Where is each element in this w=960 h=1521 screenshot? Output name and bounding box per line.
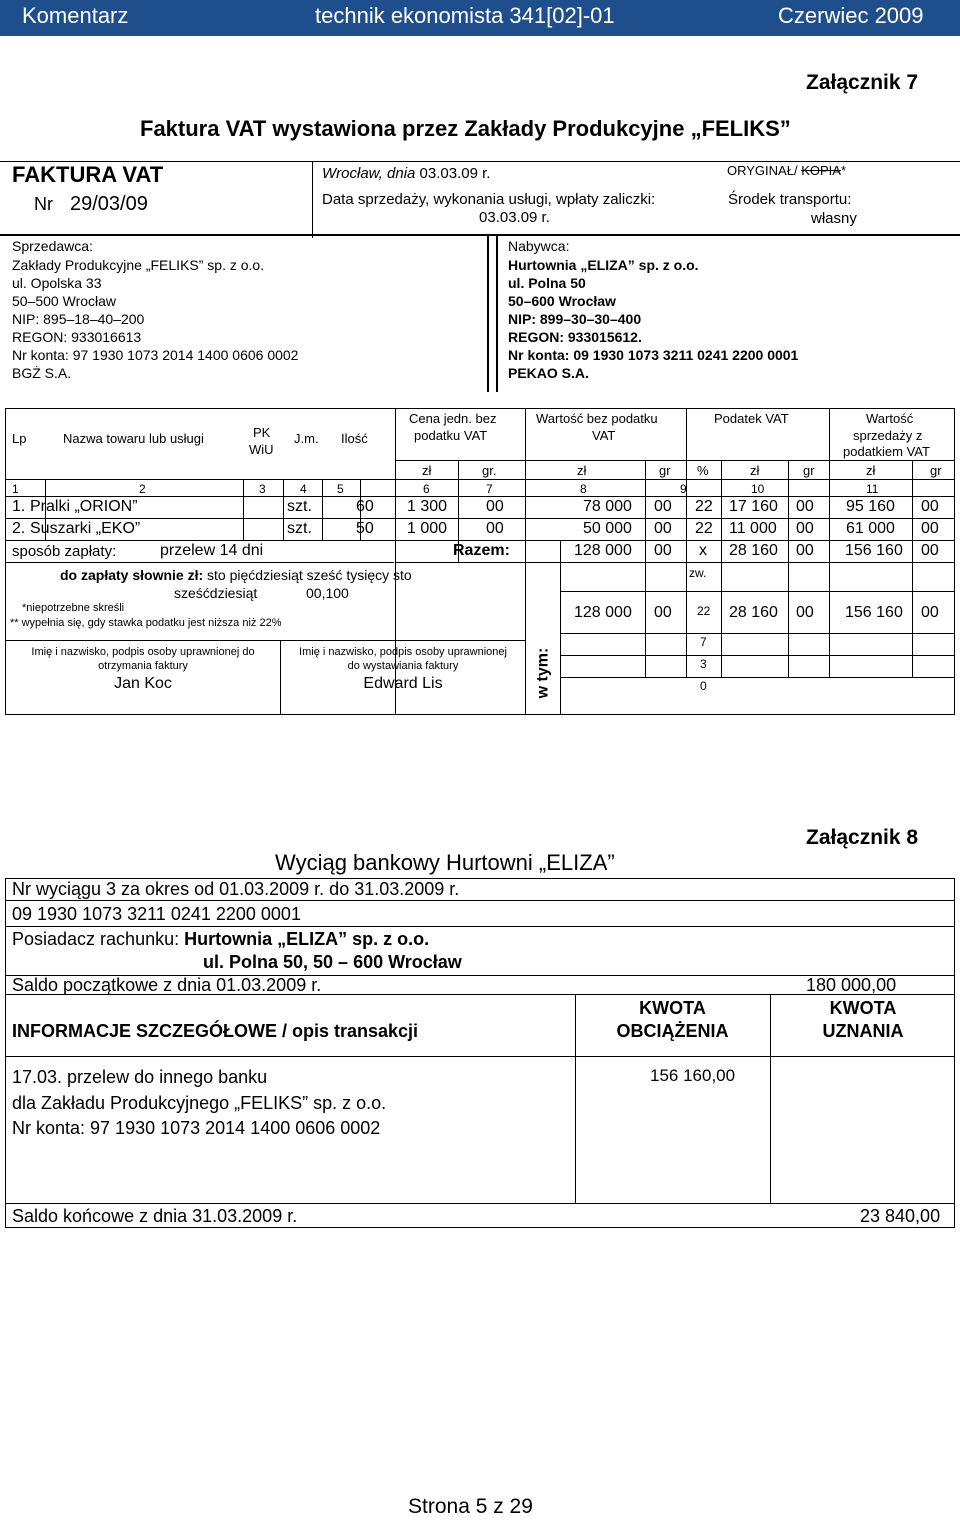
col-price-2: podatku VAT [414, 428, 488, 443]
col-price: Cena jedn. bez [409, 411, 497, 426]
row-net-gr: 00 [654, 520, 672, 537]
col-net-2: VAT [592, 428, 616, 443]
transaction-debit: 156 160,00 [650, 1066, 736, 1085]
row-name: Suszarki „EKO” [30, 520, 141, 537]
row-price-gr: 00 [486, 498, 504, 515]
row-lp: 2. [12, 520, 26, 537]
buyer-line: Nr konta: 09 1930 1073 3211 0241 2200 0001 [508, 347, 799, 363]
sub-gr: gr. [482, 463, 497, 478]
seller-line: REGON: 933016613 [12, 329, 142, 345]
owner-label: Posiadacz rachunku: [12, 929, 180, 949]
footnote-2: ** wypełnia się, gdy stawka podatku jest niższa niż 22% [10, 617, 282, 629]
debit-header-2: OBCIĄŻENIA [616, 1021, 729, 1041]
row-gross-zl: 95 160 [846, 498, 895, 515]
transport-label: Środek transportu: [728, 191, 852, 208]
col-net: Wartość bez podatku [536, 411, 658, 426]
total-gross-zl: 156 160 [845, 542, 903, 559]
sub-gr: gr [803, 463, 815, 478]
row-gross-zl: 61 000 [846, 520, 895, 537]
col-number: 2 [139, 482, 146, 496]
invoice-title: FAKTURA VAT [12, 162, 164, 187]
header-left: Komentarz [22, 3, 129, 28]
seller-line: BGŻ S.A. [12, 365, 72, 381]
total-tax-gr: 00 [796, 542, 814, 559]
transaction-line: dla Zakładu Produkcyjnego „FELIKS” sp. z o.o. [12, 1093, 387, 1113]
rate-7: 7 [700, 635, 707, 649]
col-number: 6 [423, 482, 430, 496]
payment-label: sposób zapłaty: [12, 543, 117, 560]
footnote-1: *niepotrzebne skreśli [22, 602, 125, 614]
col-name: Nazwa towaru lub usługi [63, 431, 204, 446]
row-price-zl: 1 300 [407, 498, 448, 515]
amount-words-gr: 00,100 [306, 585, 349, 601]
credit-header-2: UZNANIA [822, 1021, 904, 1041]
breakdown-gross-zl: 156 160 [845, 604, 903, 621]
col-gross-2: sprzedaży z [853, 428, 923, 443]
col-number: 8 [580, 482, 587, 496]
row-price-gr: 00 [486, 520, 504, 537]
in-which-label: w tym: [534, 647, 552, 699]
buyer-label: Nabywca: [508, 238, 570, 254]
row-gross-gr: 00 [921, 520, 939, 537]
col-lp: Lp [12, 431, 27, 446]
receiver-name: Jan Koc [114, 675, 172, 692]
seller-line: Zakłady Produkcyjne „FELIKS” sp. z o.o. [12, 257, 265, 273]
credit-header: KWOTA [829, 998, 897, 1018]
col-gross-3: podatkiem VAT [843, 444, 930, 459]
closing-balance: 23 840,00 [860, 1206, 941, 1226]
buyer-line: 50–600 Wrocław [508, 293, 616, 309]
invoice-section-title: Faktura VAT wystawiona przez Zakłady Produkcyjne „FELIKS” [140, 116, 791, 141]
col-number: 11 [866, 482, 879, 496]
rate-0: 0 [700, 679, 707, 693]
row-jm: szt. [287, 498, 312, 515]
details-header: INFORMACJE SZCZEGÓŁOWE / opis transakcji [12, 1021, 419, 1041]
sub-gr: gr [930, 463, 942, 478]
statement-account: 09 1930 1073 3211 0241 2200 0001 [12, 904, 301, 924]
seller-line: Nr konta: 97 1930 1073 2014 1400 0606 0002 [12, 347, 299, 363]
total-rate: x [699, 542, 707, 559]
row-net-gr: 00 [654, 498, 672, 515]
invoice-nr-label: Nr [34, 194, 53, 214]
place-date-label: Wrocław, dnia [322, 165, 416, 182]
sub-pct: % [697, 463, 709, 478]
page-number: Strona 5 z 29 [408, 1495, 533, 1518]
col-number: 9 [680, 482, 687, 496]
debit-header: KWOTA [639, 998, 706, 1018]
col-number: 7 [486, 482, 493, 496]
attachment-8-label: Załącznik 8 [806, 826, 919, 849]
seller-line: NIP: 895–18–40–200 [12, 311, 145, 327]
row-tax-zl: 11 000 [729, 520, 777, 537]
sub-zl: zł [866, 463, 876, 478]
owner-name: Hurtownia „ELIZA” sp. z o.o. [184, 929, 430, 949]
rate-22: 22 [697, 604, 711, 618]
row-tax-gr: 00 [796, 520, 814, 537]
rate-exempt: zw. [689, 566, 707, 580]
receiver-label: Imię i nazwisko, podpis osoby uprawnionej do [31, 646, 255, 658]
seller-line: 50–500 Wrocław [12, 293, 117, 309]
col-number: 4 [300, 482, 307, 496]
buyer-line: Hurtownia „ELIZA” sp. z o.o. [508, 257, 699, 273]
row-qty: 50 [356, 520, 374, 537]
col-number: 10 [751, 482, 765, 496]
payment-method: przelew 14 dni [160, 542, 264, 559]
row-rate: 22 [695, 498, 713, 515]
row-net-zl: 50 000 [583, 520, 632, 537]
sale-date: 03.03.09 r. [479, 209, 550, 226]
row-net-zl: 78 000 [583, 498, 632, 515]
row-price-zl: 1 000 [407, 520, 448, 537]
original-label: ORYGINAŁ/ [727, 163, 798, 178]
row-jm: szt. [287, 520, 312, 537]
sub-gr: gr [659, 463, 671, 478]
transaction-line: Nr konta: 97 1930 1073 2014 1400 0606 0002 [12, 1118, 381, 1138]
buyer-line: PEKAO S.A. [508, 365, 589, 381]
total-net-zl: 128 000 [574, 542, 632, 559]
sale-date-label: Data sprzedaży, wykonania usługi, wpłaty zaliczki: [322, 191, 656, 208]
statement-number: Nr wyciągu 3 za okres od 01.03.2009 r. do 31.03.2009 r. [12, 879, 460, 899]
bank-statement-title: Wyciąg bankowy Hurtowni „ELIZA” [275, 850, 615, 875]
issuer-label: Imię i nazwisko, podpis osoby uprawnionej [299, 646, 507, 658]
col-number: 1 [12, 482, 19, 496]
transport-value: własny [811, 210, 857, 227]
rate-3: 3 [700, 657, 707, 671]
seller-line: ul. Opolska 33 [12, 275, 102, 291]
buyer-line: NIP: 899–30–30–400 [508, 311, 642, 327]
breakdown-gross-gr: 00 [921, 604, 939, 621]
row-rate: 22 [695, 520, 713, 537]
row-tax-zl: 17 160 [729, 498, 778, 515]
total-label: Razem: [453, 542, 510, 559]
row-tax-gr: 00 [796, 498, 814, 515]
opening-balance: 180 000,00 [806, 975, 897, 995]
opening-balance-label: Saldo początkowe z dnia 01.03.2009 r. [12, 975, 322, 995]
issuer-name: Edward Lis [363, 675, 443, 692]
amount-words-2: sześćdziesiąt [174, 585, 258, 601]
row-name: Pralki „ORION” [30, 498, 138, 515]
amount-words-label: do zapłaty słownie zł: [60, 567, 204, 583]
breakdown-net-gr: 00 [654, 604, 672, 621]
col-pk-wiu: WiU [249, 442, 274, 457]
receiver-label-2: otrzymania faktury [98, 660, 188, 672]
sub-zl: zł [422, 463, 432, 478]
transaction-line: 17.03. przelew do innego banku [12, 1067, 268, 1087]
seller-label: Sprzedawca: [12, 238, 93, 254]
total-net-gr: 00 [654, 542, 672, 559]
sub-zl: zł [577, 463, 587, 478]
page-header [0, 0, 960, 36]
invoice-number: 29/03/09 [70, 193, 148, 215]
issuer-label-2: do wystawiania faktury [347, 660, 459, 672]
buyer-line: REGON: 933015612. [508, 329, 642, 345]
row-gross-gr: 00 [921, 498, 939, 515]
breakdown-net-zl: 128 000 [574, 604, 632, 621]
invoice-date: 03.03.09 r. [419, 165, 491, 182]
breakdown-tax-gr: 00 [796, 604, 814, 621]
amount-words: sto pięćdziesiąt sześć tysięcy sto [207, 567, 412, 583]
col-qty: Ilość [341, 431, 368, 446]
col-jm: J.m. [294, 431, 319, 446]
header-center: technik ekonomista 341[02]-01 [315, 3, 615, 28]
col-pk: PK [253, 425, 271, 440]
attachment-7-label: Załącznik 7 [806, 71, 919, 94]
col-gross: Wartość [866, 411, 914, 426]
row-lp: 1. [12, 498, 26, 515]
col-number: 5 [337, 482, 344, 496]
col-number: 3 [259, 482, 266, 496]
closing-balance-label: Saldo końcowe z dnia 31.03.2009 r. [12, 1206, 298, 1226]
total-tax-zl: 28 160 [729, 542, 778, 559]
buyer-line: ul. Polna 50 [508, 275, 586, 291]
owner-address: ul. Polna 50, 50 – 600 Wrocław [203, 952, 462, 972]
header-right: Czerwiec 2009 [778, 3, 924, 28]
copy-label: KOPIA [801, 163, 841, 178]
sub-zl: zł [750, 463, 760, 478]
breakdown-tax-zl: 28 160 [729, 604, 778, 621]
col-tax: Podatek VAT [714, 411, 789, 426]
row-qty: 60 [356, 498, 374, 515]
total-gross-gr: 00 [921, 542, 939, 559]
